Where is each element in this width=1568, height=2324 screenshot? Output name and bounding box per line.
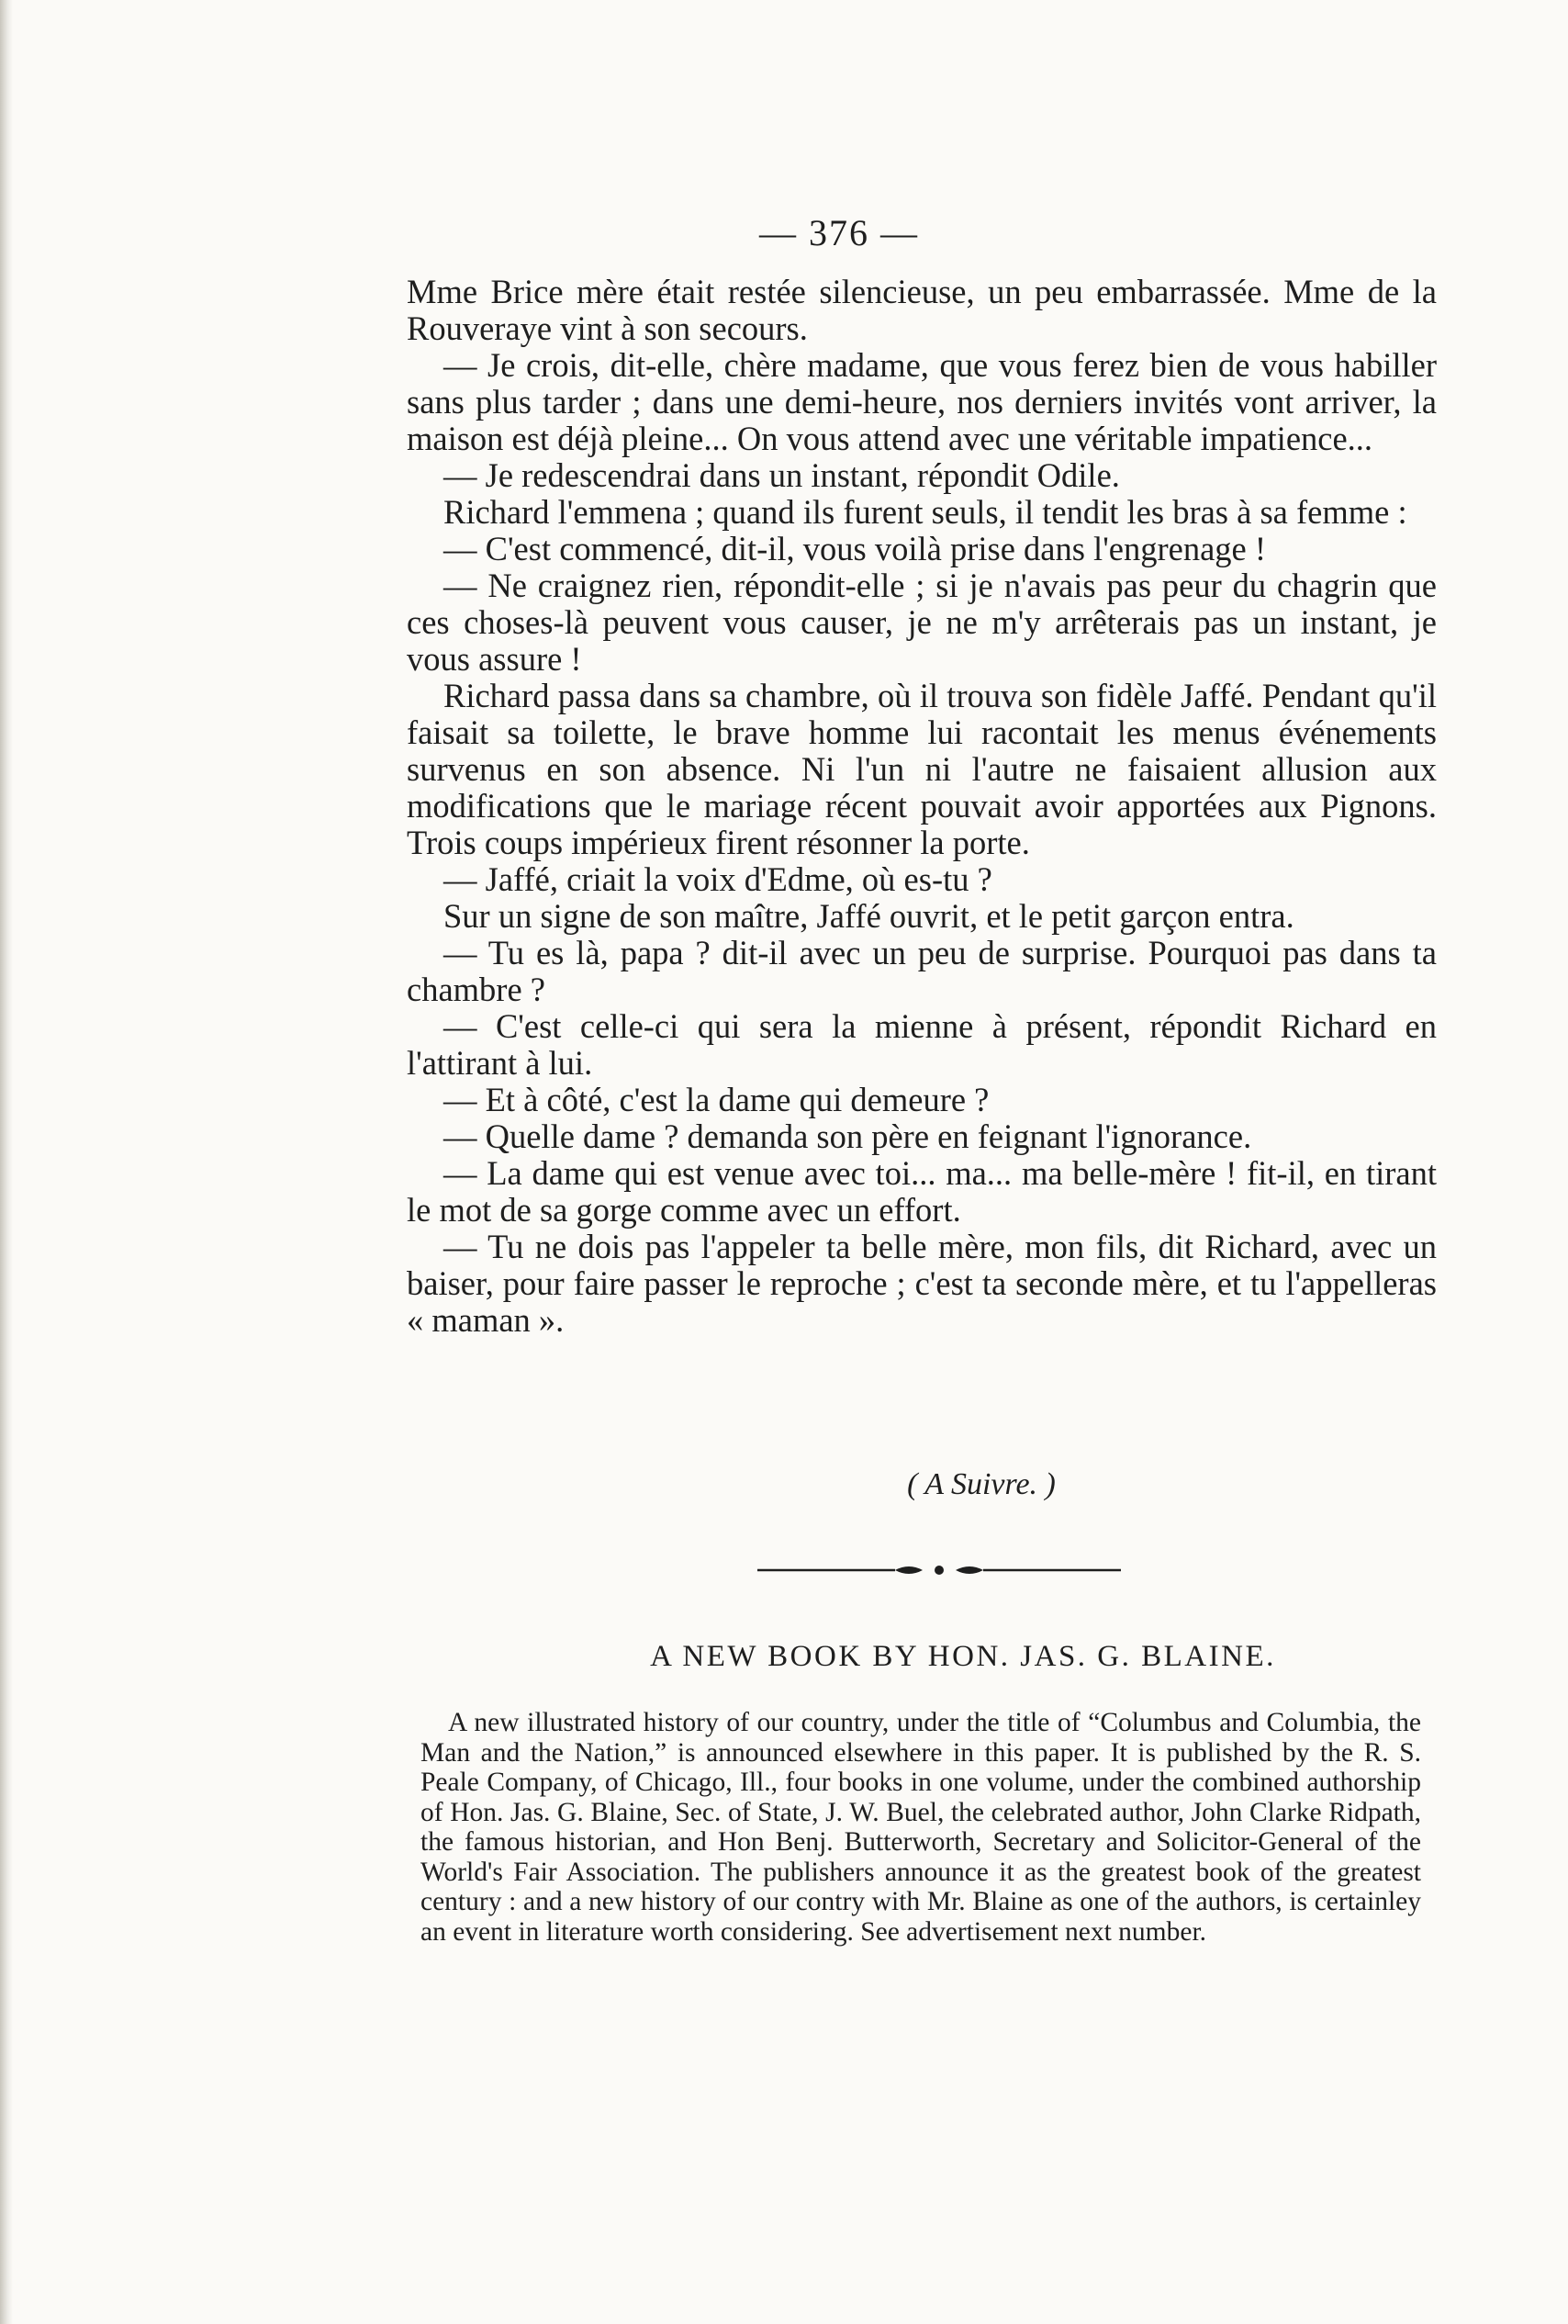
story-paragraph: — Quelle dame ? demanda son père en feignant l'ignorance. <box>443 1117 1252 1155</box>
ornamental-rule-icon <box>757 1559 1121 1581</box>
to-be-continued-note: ( A Suivre. ) <box>907 1467 1056 1501</box>
story-paragraph: — C'est celle-ci qui sera la mienne à présent, répondit Richard en l'attirant à lui. <box>407 1007 1437 1082</box>
article-body: A new illustrated history of our country, under the title of “Columbus and Columbia, the Man and the Nation,” is announced elsewhere in this paper. It is published by the R. S. Peale Company, of Chicago, Ill., four books in one volume, under the combined authorship of Hon. Jas. G. Blaine, Sec. of State, J. W. Buel, the celebrated author, John Clarke Ridpath, the famous historian, and Hon Benj. Butterworth, Secretary and Solicitor-General of the World's Fair Association. The publishers announce it as the greatest book of the greatest century : and a new history of our contry with Mr. Blaine as one of the authors, is certainley an event in literature worth considering. See advertisement next number. <box>420 1708 1421 1947</box>
story-paragraph: Richard l'emmena ; quand ils furent seuls, il tendit les bras à sa femme : <box>443 493 1407 531</box>
page-number: — 376 — <box>759 212 919 253</box>
story-text <box>407 274 1437 1339</box>
story-paragraph: Mme Brice mère était restée silencieuse, un peu embarrassée. Mme de la Rouveraye vint à son secours. <box>407 273 1437 347</box>
story-paragraph: — Tu ne dois pas l'appeler ta belle mère, mon fils, dit Richard, avec un baiser, pour faire passer le reproche ; c'est ta seconde mère, et tu l'appelleras « maman ». <box>407 1228 1437 1339</box>
story-paragraph: — Tu es là, papa ? dit-il avec un peu de surprise. Pourquoi pas dans ta chambre ? <box>407 934 1437 1008</box>
story-paragraph: Sur un signe de son maître, Jaffé ouvrit, et le petit garçon entra. <box>443 897 1294 935</box>
story-paragraph: — La dame qui est venue avec toi... ma... ma belle-mère ! fit-il, en tirant le mot de sa gorge comme avec un effort. <box>407 1154 1437 1229</box>
story-paragraph: — Je crois, dit-elle, chère madame, que vous ferez bien de vous habiller sans plus tarder ; dans une demi-heure, nos derniers invités vont arriver, la maison est déjà pleine... On vous attend avec une véritable impatience... <box>407 346 1437 457</box>
article-title: A NEW BOOK BY HON. JAS. G. BLAINE. <box>650 1640 1276 1673</box>
page-edge-shadow <box>0 0 13 2324</box>
story-paragraph: Richard passa dans sa chambre, où il trouva son fidèle Jaffé. Pendant qu'il faisait sa toilette, le brave homme lui racontait les menus événements survenus en son absence. Ni l'un ni l'autre ne faisaient allusion aux modifications que le mariage récent pouvait avoir apportées aux Pignons. Trois coups impérieux firent résonner la porte. <box>407 677 1437 861</box>
story-paragraph: — Jaffé, criait la voix d'Edme, où es-tu ? <box>443 860 992 898</box>
story-paragraph: — Ne craignez rien, répondit-elle ; si je n'avais pas peur du chagrin que ces choses-là peuvent vous causer, je ne m'y arrêterais pas un instant, je vous assure ! <box>407 567 1437 678</box>
story-paragraph: — C'est commencé, dit-il, vous voilà prise dans l'engrenage ! <box>443 530 1267 567</box>
story-paragraph: — Et à côté, c'est la dame qui demeure ? <box>443 1081 990 1118</box>
story-paragraph: — Je redescendrai dans un instant, répondit Odile. <box>443 456 1120 494</box>
